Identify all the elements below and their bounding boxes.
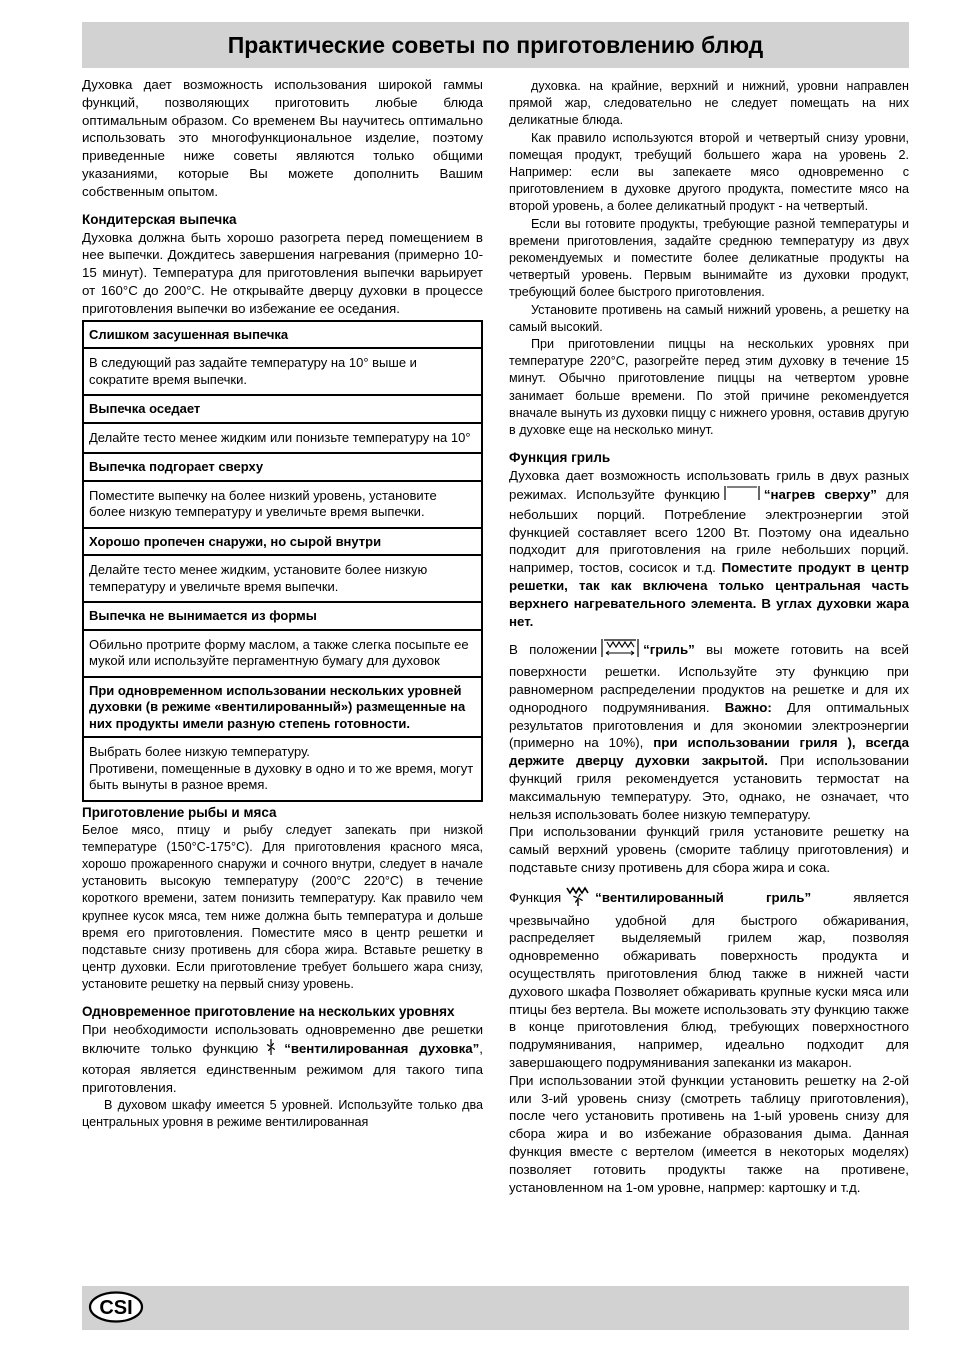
fish-meat-heading: Приготовление рыбы и мяса xyxy=(82,804,277,820)
grill-text: Духовка дает возможность использовать гриль в двух разных режимах. Используйте функцию xyxy=(509,468,909,502)
tip-advice-line: Выбрать более низкую температуру. xyxy=(89,744,310,760)
fan-grill-text: является чрезвычайно удобной для быстрого обжаривания, распределяет выделяемый грилем жар, позволяя одновременно обжаривать поверхность продукта и осуществлять приготовления блюд также в нижней части духового шкафа Позволяет обжаривать крупные куски мяса или птицы без вертела. Вы можете использовать эту функцию также в конце приготовления блюд, требующих поверхностного подрумянивания, например, идеально подходит для завершающего подрумянивания запеканки из макарон. xyxy=(509,889,909,1070)
levels-paragraph-4: Установите противень на самый нижний уровень, а решетку на самый высокий. xyxy=(509,302,909,334)
tip-advice: Делайте тесто менее жидким, установите более низкую температуру и увеличьте время выпечки. xyxy=(84,556,481,603)
fan-grill-paragraph xyxy=(509,885,909,1072)
tip-heading: Слишком засушенная выпечка xyxy=(84,322,481,350)
grill-text: Для оптимальных результатов приготовления и для экономии электроэнергии (примерно на 10%), xyxy=(509,699,909,751)
multilevel-heading: Одновременное приготовление на нескольких уровнях xyxy=(82,1003,455,1019)
pizza-paragraph: При приготовлении пиццы на нескольких уровнях при температуре 220°C, разогрейте перед этим духовку в течение 15 минут. Обычно приготовление пиццы на четвертом уровне занимает больше времени. По этой причине рекомендуется вначале вынуть из духовки пиццу с нижнего уровня, оставив другую в духовке еще на несколько минут. xyxy=(509,337,909,438)
levels-paragraph: В духовом шкафу имеется 5 уровней. Используйте только два центральных уровня в режиме вентилированная xyxy=(82,1097,483,1129)
grill-function-name: “гриль” xyxy=(643,642,695,658)
title-bar xyxy=(82,22,909,68)
grill-warning: Поместите продукт в центр решетки, так как включена только центральная часть верхнего нагревательного элемента. В углах духовки жара нет. xyxy=(509,560,909,629)
right-column xyxy=(509,78,909,1196)
multilevel-text: , которая является единственным режимом для такого типа приготовления. xyxy=(82,1041,483,1095)
grill-heading: Функция гриль xyxy=(509,450,611,466)
fish-meat-paragraph: Белое мясо, птицу и рыбу следует запекать при низкой температуре (150°C-175°C). Для приготовления красного мяса, хорошо прожаренного снаружи и сочного внутри, следует в начале установить высокую температуру (200°C 220°C) в течение короткого времени, затем понизить температуру. Как правило чем крупнее кусок мяса, тем ниже должна быть температура и дольше время его приготовления. Поместите мясо в центр решетки и подставьте снизу противень для сбора жира. Вставьте решетку в центр духовки. Если приготовление требует большего жара снизу, установите решетку на первый снизу уровень. xyxy=(82,822,483,992)
levels-continued-paragraph: духовка. на крайние, верхний и нижний, уровни направлен прямой жар, следовательно не следует помещать на них деликатные блюда. xyxy=(509,79,909,128)
fan-grill-function-name: “вентилированный гриль” xyxy=(595,889,812,905)
fan-grill-paragraph-2: При использовании этой функции установить решетку на 2-ой или 3-ий уровень снизу (смотреть таблицу приготовления), после чего установить противень на 1-ый уровень снизу для сбора жира и во избежание образования дыма. Данная функция вместе с вертелом (имеется в некоторых моделях) позволяет готовить продукты также на противене, установленном на 1-ом уровне, напрмер: картошку и т.д. xyxy=(509,1072,909,1195)
grill-paragraph-3: При использовании функций гриля установите решетку на самый верхний уровень (сморите таблицу приготовления) и подставьте снизу противень для сбора жира и сока. xyxy=(509,824,909,875)
grill-paragraph-1 xyxy=(509,467,909,630)
left-column xyxy=(82,76,483,1131)
top-heating-function-name: “нагрев сверху” xyxy=(763,486,877,502)
grill-paragraph-2 xyxy=(509,638,909,823)
grill-text: В положении xyxy=(509,642,598,658)
levels-paragraph-3: Если вы готовите продукты, требующие разной температуры и времени приготовления, задайте среднюю температуру из двух рекомендуемых и поместите более деликатные продукты на четвертый уровень. Первым вынимайте из духовки продукт, требующий более быстрого приготовления. xyxy=(509,216,909,300)
tip-advice: Обильно протрите форму маслом, а также слегка посыпьте ее мукой или используйте пергаментную бумагу для духовок xyxy=(84,631,481,678)
tip-advice: Поместите выпечку на более низкий уровень, установите более низкую температуру и увеличьте время выпечки. xyxy=(84,482,481,529)
tip-advice: Делайте тесто менее жидким или понизьте температуру на 10° xyxy=(84,424,481,455)
page-title: Практические советы по приготовлению блюд xyxy=(227,31,764,58)
tip-heading: Хорошо пропечен снаружи, но сырой внутри xyxy=(84,529,481,557)
pastry-tips-table xyxy=(82,320,483,802)
csi-logo xyxy=(88,1291,144,1323)
tip-advice: В следующий раз задайте температуру на 10° выше и сократите время выпечки. xyxy=(84,349,481,396)
grill-text: При использовании функций гриля рекомендуется установить термостат на максимальную температуру. Это, однако, не означает, что нельзя использовать более низкую температуру. xyxy=(509,753,909,822)
important-label: Важно: xyxy=(724,699,772,715)
top-heating-icon xyxy=(724,485,760,506)
fan-oven-function-name: “вентилированная духовка” xyxy=(284,1041,480,1057)
grill-warning: при использовании гриля ), всегда держите дверцу духовки закрытой. xyxy=(509,735,909,769)
csi-logo-text: CSI xyxy=(99,1297,133,1319)
tip-advice-line: Противени, помещенные в духовку в одно и то же время, могут быть вынуты в разное время. xyxy=(89,760,474,793)
pastry-paragraph: Духовка должна быть хорошо разогрета перед помещением в нее выпечки. Дождитесь завершения нагревания (примерно 10-15 минут). Температура для приготовления выпечки варьирует от 160°C до 200°C. Не открывайте дверцу духовки в процессе приготовления выпечки во избежание ее оседания. xyxy=(82,229,483,316)
footer-bar xyxy=(82,1286,909,1330)
multilevel-paragraph xyxy=(82,1021,483,1097)
fan-grill-text: Функция xyxy=(509,889,562,905)
fan-oven-icon xyxy=(262,1038,280,1061)
grill-icon xyxy=(601,638,639,663)
tip-heading: При одновременном использовании нескольких уровней духовки (в режиме «вентилированный») размещенные на них продукты имели разную степень готовности. xyxy=(84,678,481,739)
levels-paragraph-2: Как правило используются второй и четвертый снизу уровни, помещая продукт, требущий большего жара на уровень 2. Например: если вы запекаете мясо одновременно с приготовлением в духовке другого продукта, поместите мясо на второй уровень, а более деликатный продукт - на четвертый. xyxy=(509,130,909,214)
tip-advice xyxy=(84,738,481,800)
pastry-heading: Кондитерская выпечка xyxy=(82,211,237,227)
multilevel-text: При необходимости использовать одновременно две решетки включите только функцию xyxy=(82,1021,483,1057)
tip-heading: Выпечка оседает xyxy=(84,396,481,424)
fan-grill-icon xyxy=(565,885,591,912)
grill-text: для небольших порций. Потребление электроэнергии этой функцией составляет всего 1200 Вт. Поэтому она идеально подходит для приготовления на гриле небольших порций. например, тостов, сосисок и т.д. xyxy=(509,486,909,576)
tip-heading: Выпечка не вынимается из формы xyxy=(84,603,481,631)
tip-heading: Выпечка подгорает сверху xyxy=(84,454,481,482)
intro-paragraph: Духовка дает возможность использования широкой гаммы функций, позволяющих приготовить любые блюда оптимальным образом. Со временем Вы научитесь оптимально использовать это многофункциональное изделие, поэтому приведенные ниже советы являются только общими указаниями, которые Вы можете дополнить Вашим собственным опытом. xyxy=(82,77,483,199)
grill-text: вы можете готовить на всей поверхности решетки. Используйте эту функцию при равномерном распределении продуктов на решетке и для их однородного подрумянивания. xyxy=(509,642,909,715)
